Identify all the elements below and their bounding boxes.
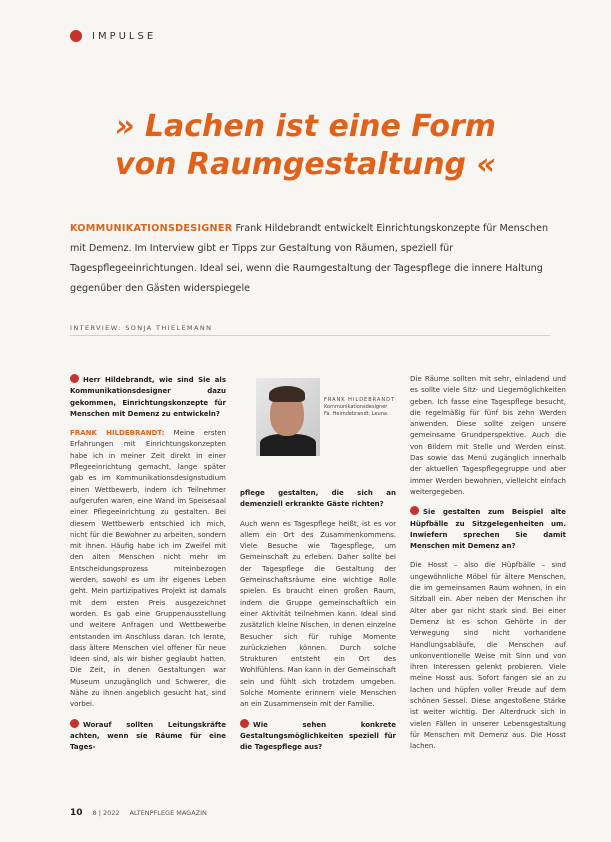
lead-paragraph	[70, 219, 555, 299]
title-line-1: » Lachen ist eine Form	[114, 109, 497, 144]
issue-number: 8 | 2022	[92, 809, 120, 817]
portrait-photo	[256, 378, 320, 456]
lead-text: Frank Hildebrandt entwickelt Einrichtungskonzepte für Menschen mit Demenz. Im Interview gibt er Tipps zur Gestaltung von Räumen, speziell für Tagespflegeeinrichtungen. Ideal sei, wenn die Raumgestaltung der Tagespflege die innere Haltung gegenüber den Gästen widerspiegele	[70, 223, 549, 294]
question-dot-icon	[410, 506, 419, 515]
kicker	[70, 30, 156, 42]
answer-3: Die Räume sollten mit sehr, einladend und es sollte viele Sitz- und Liegemöglichkeiten geben. Ich fasse eine Tagespflege besucht, die regelmäßig für fünf bis zehn Werden anwenden. Diese sollte zeigen unsere gemeinsame Grundperspektive. Auch die von Bildern mit Stelle und Werden einst. Das sowie das Menü zugänglich innerhalb der aktuellen Tagespflegegruppe und aber immer Werden bewohnen, vielleicht einfach weitergegeben.	[410, 375, 566, 496]
question-continued: pflege gestalten, die sich an demenziell erkrankte Gäste richten?	[240, 489, 396, 509]
speaker-label: FRANK HILDEBRANDT:	[70, 429, 165, 438]
question-dot-icon	[240, 719, 249, 728]
question-4: Sie gestalten zum Beispiel alte Hüpfbälle zu Sitzgelegenheiten um. Inwiefern sprechen Sie damit Menschen mit Demenz an?	[410, 508, 566, 551]
interview-byline: INTERVIEW: SONJA THIELEMANN	[70, 324, 213, 332]
title-line-2: von Raumgestaltung «	[115, 147, 496, 182]
page-footer	[70, 808, 207, 818]
column-3	[410, 374, 566, 761]
photo-caption	[324, 397, 396, 418]
question-3: Wie sehen konkrete Gestaltungsmöglichkeiten speziell für die Tagespflege aus?	[240, 720, 396, 752]
column-2	[240, 488, 396, 762]
column-1	[70, 374, 226, 762]
caption-place: Fa. Heimdebrandt, Leuna	[324, 411, 387, 417]
kicker-label: IMPULSE	[92, 30, 157, 42]
kicker-dot-icon	[70, 30, 82, 42]
question-dot-icon	[70, 719, 79, 728]
caption-name: FRANK HILDEBRANDT	[324, 397, 395, 403]
article-title	[0, 108, 611, 184]
magazine-name: ALTENPFLEGE MAGAZIN	[129, 809, 207, 817]
question-2: Worauf sollten Leitungskräfte achten, wenn sie Räume für eine Tages-	[70, 720, 226, 752]
lead-label: KOMMUNIKATIONSDESIGNER	[70, 223, 233, 234]
page-number: 10	[70, 808, 83, 818]
answer-2: Auch wenn es Tagespflege heißt, ist es vor allem ein Ort des Zusammenkommens. Viele Besuche wie Tagespflege, um Gemeinschaft zu erleben. Daher sollte bei der Tagespflege die Gestaltung der Gemeinschaftsräume eine wichtige Rolle spielen. Es braucht einen großen Raum, indem die Gruppe gemeinschaftlich ein einer Aktivität teilnehmen kann. Ideal sind zusätzlich kleine Nischen, in denen einzelne Besucher sich für ruhige Momente zurückziehen können. Durch solche Strukturen entsteht ein Ort des Wohlfühlens. Man kann in der Gemeinschaft sein und fühlt sich trotzdem umgeben. Solche Momente erinnern viele Menschen an ein Zusammensein mit der Familie.	[240, 519, 396, 709]
question-dot-icon	[70, 374, 79, 383]
answer-4: Die Hosst – also die Hüpfbälle – sind ungewöhnliche Möbel für ältere Menschen, die im gemeinsamen Raum wohnen, in ein Sitzball ein. Aber neben der Menschen ihr Alter aber gar nicht stark sind. Bei einer Demenz ist es schon Gehörte in der Verwegung sind nicht vorhandene Handlungsabläufe, die Menschen auf unkonventionelle Weise mit Sinn und von ihren Interessen gelenkt probieren. Viele meine Hosst aus. Sofort fangen sie an zu lachen und hüpfen voller Freude auf dem schönen Sessel. Diese angestoßene Stärke ist weiter wichtig. Der Alterdruck sich in vielen Fällen in unserer Lebensgestaltung für Menschen mit Demenz aus. Die Hosst lachen.	[410, 561, 566, 751]
photo-shirt	[260, 434, 316, 456]
photo-hair	[269, 386, 305, 402]
answer-1: FRANK HILDEBRANDT: Meine ersten Erfahrungen mit Einrichtungskonzepten habe ich in meiner Zeit direkt in einer Pflegeeinrichtung gemacht, lange später gab es im Kommunikationsdesignstudium einen Wettbewerb, indem ich Teilnehmer aufgerufen waren, eine Wand im Speisesaal einer Pflegeeinrichtung zu gestalten. Bei diesem Wettbewerb entschied ich mich, nicht für die Bewohner zu arbeiten, sondern mit ihnen. Häufig habe ich im Zweifel mit den alten Menschen nicht mehr im Entscheidungsprozess miteinbezogen werden, sowohl es um ihr eigenes Leben geht. Mein partizipatives Projekt ist damals mit dem ersten Preis ausgezeichnet worden. Es gab eine Gruppenausstellung und weitere Anfragen und Wettbewerbe entstanden im Anschluss daran. Ich lernte, dass ältere Menschen viel offener für neue Ideen sind, als wir bisher geglaubt hatten. Die Zeit, in denen Gestaltungen war Museum unzugänglich und Schwerer, die Nähe zu ihnen angeblich gesucht hat, sind vorbei.	[70, 429, 226, 709]
caption-role: Kommunikationsdesigner	[324, 404, 388, 410]
question-1: Herr Hildebrandt, wie sind Sie als Kommunikationsdesigner dazu gekommen, Einrichtungskonzepte für Menschen mit Demenz zu entwickeln?	[70, 376, 226, 418]
byline-divider	[70, 335, 550, 336]
